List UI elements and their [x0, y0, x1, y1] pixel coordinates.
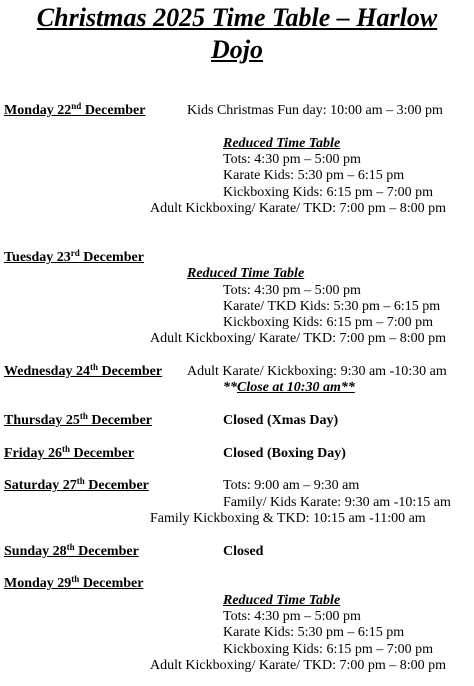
mon22-karate-kids: Karate Kids: 5:30 pm – 6:15 pm [223, 168, 405, 183]
mon29-kickboxing-kids: Kickboxing Kids: 6:15 pm – 7:00 pm [223, 642, 433, 657]
mon22-adult: Adult Kickboxing/ Karate/ TKD: 7:00 pm – 8:00 pm [150, 201, 447, 216]
mon29-karate-kids: Karate Kids: 5:30 pm – 6:15 pm [223, 625, 405, 640]
day-heading-sat27: Saturday 27th December [4, 476, 149, 493]
sat27-family-kickboxing: Family Kickboxing & TKD: 10:15 am -11:00 am [150, 511, 426, 526]
page-title [0, 2, 474, 66]
mon22-kickboxing-kids: Kickboxing Kids: 6:15 pm – 7:00 pm [223, 185, 433, 200]
sun28-status: Closed [223, 544, 264, 559]
mon29-tots: Tots: 4:30 pm – 5:00 pm [223, 609, 361, 624]
mon29-adult: Adult Kickboxing/ Karate/ TKD: 7:00 pm – 8:00 pm [150, 658, 447, 673]
day-heading-tue23: Tuesday 23rd December [4, 248, 144, 265]
tue23-reduced-label: Reduced Time Table [187, 266, 305, 281]
title-line-1: Christmas 2025 Time Table – Harlow [36, 3, 438, 32]
thu25-status: Closed (Xmas Day) [223, 413, 339, 428]
mon29-reduced-label: Reduced Time Table [223, 593, 341, 608]
day-heading-mon22: Monday 22nd December [4, 101, 146, 118]
day-heading-mon29: Monday 29th December [4, 574, 144, 591]
tue23-adult: Adult Kickboxing/ Karate/ TKD: 7:00 pm – 8:00 pm [150, 331, 447, 346]
mon22-reduced-label: Reduced Time Table [223, 136, 341, 151]
day-heading-fri26: Friday 26th December [4, 444, 135, 461]
mon22-tots: Tots: 4:30 pm – 5:00 pm [223, 152, 361, 167]
day-heading-thu25: Thursday 25th December [4, 411, 153, 428]
fri26-status: Closed (Boxing Day) [223, 446, 346, 461]
sat27-family-kids-karate: Family/ Kids Karate: 9:30 am -10:15 am [223, 495, 451, 510]
wed24-close-note: **Close at 10:30 am** [223, 380, 355, 395]
title-line-2: Dojo [211, 35, 263, 64]
day-heading-sun28: Sunday 28th December [4, 542, 139, 559]
sat27-tots: Tots: 9:00 am – 9:30 am [223, 478, 360, 493]
day-heading-wed24: Wednesday 24th December [4, 362, 163, 379]
mon22-fun-day: Kids Christmas Fun day: 10:00 am – 3:00 pm [187, 103, 443, 118]
tue23-karate-tkd-kids: Karate/ TKD Kids: 5:30 pm – 6:15 pm [223, 299, 441, 314]
tue23-kickboxing-kids: Kickboxing Kids: 6:15 pm – 7:00 pm [223, 315, 433, 330]
tue23-tots: Tots: 4:30 pm – 5:00 pm [223, 283, 361, 298]
wed24-adult: Adult Karate/ Kickboxing: 9:30 am -10:30 am [187, 364, 447, 379]
